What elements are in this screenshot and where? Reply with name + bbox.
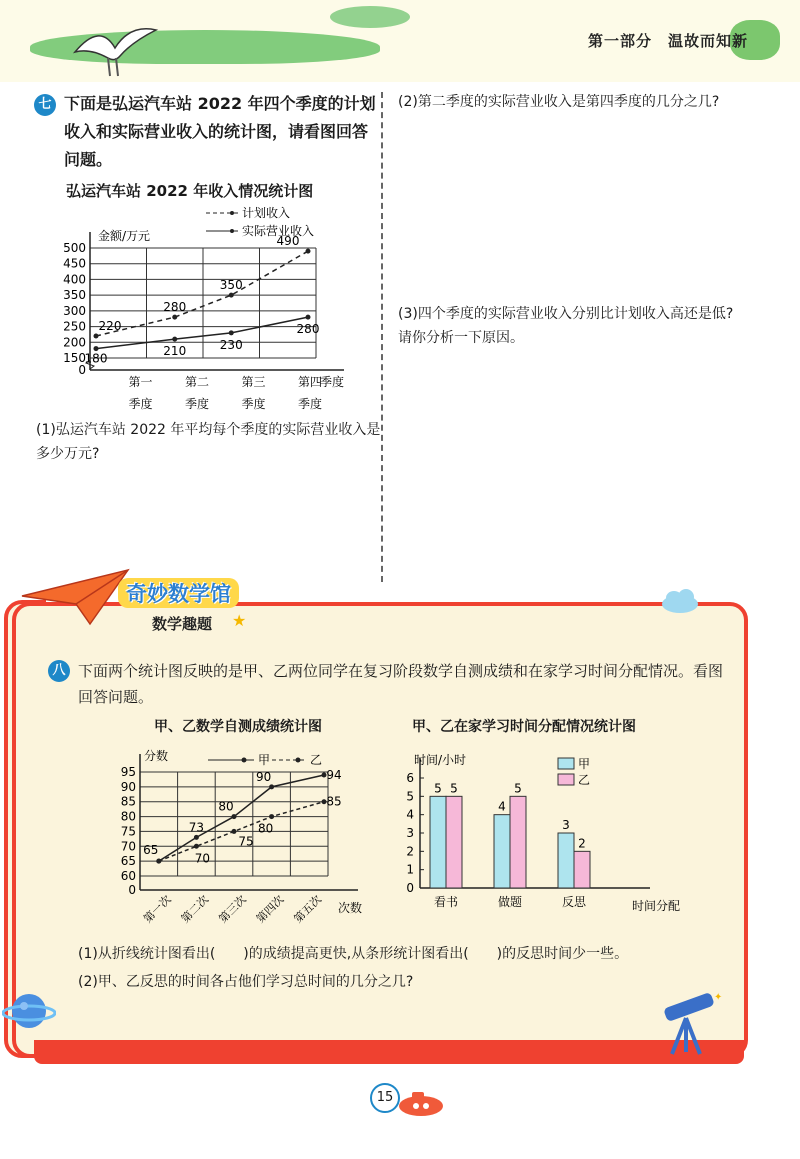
x-tick-label: 第二 (184, 375, 210, 389)
question-number-badge: 七 (34, 94, 56, 116)
q8-line-chart-title: 甲、乙数学自测成绩统计图 (154, 719, 322, 735)
x-tick-label: 做题 (497, 895, 523, 909)
question-number-badge: 八 (48, 660, 70, 682)
legend-marker (230, 229, 234, 233)
y-tick-label: 85 (120, 794, 136, 809)
legend-label: 乙 (310, 753, 323, 767)
bar (446, 796, 462, 888)
x-tick-label: 第三次 (216, 892, 249, 926)
x-axis-label: 季度 (320, 375, 345, 389)
data-point (172, 315, 177, 320)
data-label: 94 (326, 767, 342, 782)
telescope-icon (656, 990, 726, 1060)
data-label: 210 (163, 344, 187, 359)
y-axis-label: 金额/万元 (98, 229, 151, 243)
y-tick-label: 1 (406, 862, 414, 877)
data-label: 75 (238, 834, 254, 849)
data-point (172, 337, 177, 342)
bar-value-label: 4 (498, 799, 506, 814)
data-point (306, 315, 311, 320)
section-header: 第一部分 温故而知新 (588, 32, 749, 50)
y-tick-label: 0 (128, 883, 136, 897)
q8-sub-question-1: (1)从折线统计图看出( )的成绩提高更快,从条形统计图看出( )的反思时间少一些。 (78, 946, 629, 962)
q8-line-chart (104, 742, 394, 932)
data-point (94, 346, 99, 351)
data-label: 85 (326, 794, 342, 809)
data-label: 70 (194, 851, 211, 866)
y-tick-label: 0 (406, 881, 414, 895)
paper-plane-icon (20, 566, 130, 628)
y-tick-label: 150 (63, 351, 86, 365)
y-tick-label: 350 (63, 288, 86, 303)
x-tick-label: 季度 (241, 397, 266, 411)
panel-title: 奇妙数学馆 (118, 578, 239, 608)
data-point (194, 835, 199, 840)
panel-subtitle: 数学趣题 (152, 615, 213, 633)
x-tick-label: 第二次 (178, 892, 212, 926)
bar-value-label: 2 (578, 836, 586, 851)
q8-prompt: 下面两个统计图反映的是甲、乙两位同学在复习阶段数学自测成绩和在家学习时间分配情况。看图回答问题。 (78, 662, 724, 706)
x-tick-label: 季度 (297, 397, 323, 411)
bar (494, 815, 510, 888)
x-tick-label: 第三 (241, 375, 266, 389)
bar (430, 796, 446, 888)
seagull-icon (70, 22, 160, 78)
q8-bar-chart-title: 甲、乙在家学习时间分配情况统计图 (412, 719, 636, 735)
y-tick-label: 5 (406, 789, 414, 804)
data-point (94, 334, 99, 339)
y-tick-label: 75 (120, 824, 136, 839)
legend-marker (242, 758, 247, 763)
data-label: 280 (163, 300, 187, 315)
header-band (0, 0, 800, 82)
data-label: 80 (257, 821, 274, 836)
data-point (194, 844, 199, 849)
x-tick-label: 第一 (128, 375, 153, 389)
bar-value-label: 5 (434, 781, 442, 796)
bar-value-label: 5 (514, 781, 522, 796)
y-tick-label: 6 (406, 771, 414, 785)
legend-swatch (558, 774, 574, 785)
y-axis-label: 分数 (144, 749, 169, 763)
data-label: 280 (296, 322, 320, 337)
y-tick-label: 60 (120, 869, 136, 883)
data-point (232, 814, 237, 819)
bar-value-label: 5 (450, 781, 458, 796)
bar (510, 796, 526, 888)
data-label: 350 (219, 278, 243, 293)
data-point (229, 330, 234, 335)
q8-bar-chart (396, 742, 696, 922)
q7-sub-question-2: (2)第二季度的实际营业收入是第四季度的几分之几? (398, 94, 720, 110)
y-tick-label: 250 (63, 319, 86, 334)
x-tick-label: 第四 (297, 375, 323, 389)
q8-sub-question-2: (2)甲、乙反思的时间各占他们学习总时间的几分之几? (78, 974, 414, 990)
x-tick-label: 第一次 (141, 892, 174, 926)
panel-bottom-bar (34, 1040, 744, 1064)
legend-label: 乙 (578, 773, 591, 787)
legend-label: 实际营业收入 (242, 224, 315, 238)
page-number: 15 (370, 1083, 400, 1113)
data-point (269, 784, 274, 789)
y-tick-label: 300 (63, 303, 86, 318)
x-tick-label: 第四次 (253, 892, 287, 926)
legend-label: 计划收入 (242, 206, 291, 220)
legend-label: 甲 (578, 757, 591, 771)
data-label: 220 (98, 319, 122, 333)
data-label: 230 (219, 337, 243, 352)
x-tick-label: 季度 (184, 397, 210, 411)
bar (558, 833, 574, 888)
y-tick-label: 0 (78, 363, 86, 377)
x-axis-label: 时间分配 (632, 899, 681, 913)
x-tick-label: 第五次 (291, 892, 325, 926)
y-tick-label: 80 (120, 809, 136, 824)
x-tick-label: 看书 (433, 895, 459, 909)
y-tick-label: 90 (120, 779, 136, 794)
y-tick-label: 3 (406, 826, 414, 840)
y-tick-label: 450 (63, 256, 86, 271)
data-point (232, 829, 237, 834)
y-tick-label: 2 (406, 844, 414, 859)
y-tick-label: 95 (120, 765, 136, 779)
data-label: 90 (255, 769, 272, 784)
star-icon: ★ (232, 611, 247, 630)
grass-decoration (330, 6, 410, 28)
data-point (269, 814, 274, 819)
legend-marker (230, 211, 234, 215)
bar (574, 851, 590, 888)
data-point (306, 249, 311, 254)
x-tick-label: 反思 (561, 895, 587, 909)
series-line (96, 317, 308, 348)
y-tick-label: 200 (63, 335, 86, 350)
q7-sub-question-3: (3)四个季度的实际营业收入分别比计划收入高还是低?请你分析一下原因。 (398, 306, 734, 346)
x-axis-label: 次数 (338, 901, 363, 915)
data-point (229, 293, 234, 298)
column-divider (381, 92, 383, 582)
submarine-icon (396, 1090, 446, 1118)
legend-label: 甲 (258, 753, 271, 767)
planet-icon (2, 984, 56, 1038)
data-label: 80 (218, 799, 234, 814)
legend-marker (296, 758, 301, 763)
data-label: 490 (276, 234, 300, 249)
y-axis-label: 时间/小时 (414, 753, 467, 767)
q7-prompt: 下面是弘运汽车站 2022 年四个季度的计划收入和实际营业收入的统计图，请看图回答问题。 (64, 94, 376, 169)
y-tick-label: 65 (120, 854, 136, 869)
q7-sub-question-1: (1)弘运汽车站 2022 年平均每个季度的实际营业收入是多少万元? (36, 422, 381, 462)
svg-text:✦: ✦ (714, 992, 723, 1003)
bar-value-label: 3 (562, 818, 570, 832)
data-point (156, 859, 161, 864)
x-tick-label: 季度 (128, 397, 153, 411)
y-tick-label: 70 (120, 839, 136, 854)
q7-chart-title: 弘运汽车站 2022 年收入情况统计图 (66, 182, 314, 200)
y-tick-label: 500 (63, 241, 86, 255)
y-tick-label: 400 (63, 272, 86, 287)
cloud-icon (660, 588, 700, 614)
q7-line-chart (56, 200, 356, 420)
legend-swatch (558, 758, 574, 769)
data-label: 73 (188, 820, 205, 835)
data-label: 65 (143, 843, 159, 858)
data-label: 180 (84, 351, 108, 366)
y-tick-label: 4 (406, 807, 414, 822)
